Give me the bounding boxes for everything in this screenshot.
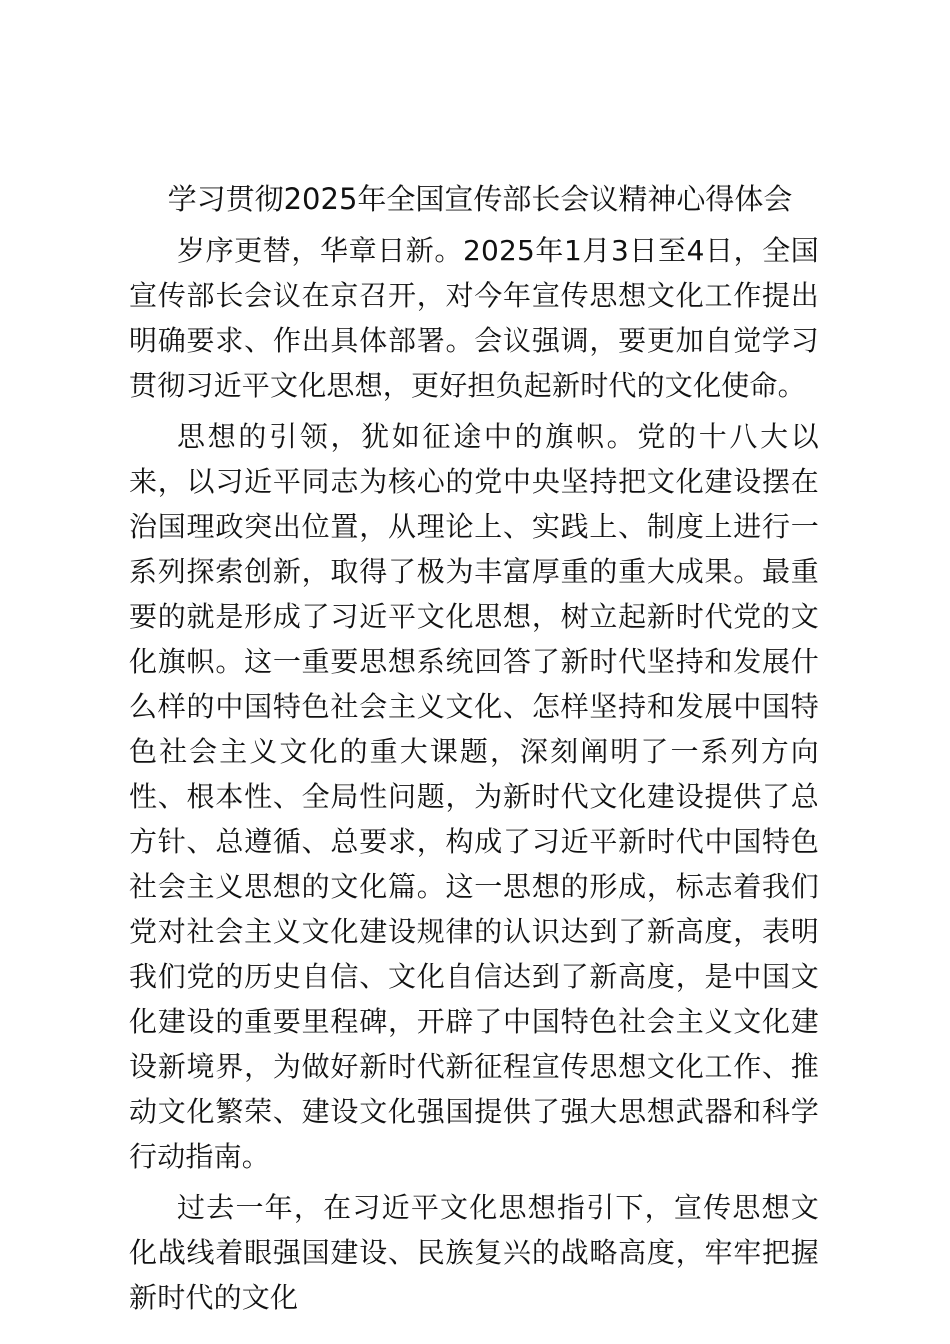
paragraph-1: 岁序更替，华章日新。2025年1月3日至4日，全国宣传部长会议在京召开，对今年宣传思想文化工作提出明确要求、作出具体部署。会议强调，要更加自觉学习贯彻习近平文化思想，更好担负起新时代的文化使命。 bbox=[129, 234, 819, 402]
paragraph-2: 思想的引领，犹如征途中的旗帜。党的十八大以来，以习近平同志为核心的党中央坚持把文化建设摆在治国理政突出位置，从理论上、实践上、制度上进行一系列探索创新，取得了极为丰富厚重的重大成果。最重要的就是形成了习近平文化思想，树立起新时代党的文化旗帜。这一重要思想系统回答了新时代坚持和发展什么样的中国特色社会主义文化、怎样坚持和发展中国特色社会主义文化的重大课题，深刻阐明了一系列方向性、根本性、全局性问题，为新时代文化建设提供了总方针、总遵循、总要求，构成了习近平新时代中国特色社会主义思想的文化篇。这一思想的形成，标志着我们党对社会主义文化建设规律的认识达到了新高度，表明我们党的历史自信、文化自信达到了新高度，是中国文化建设的重要里程碑，开辟了中国特色社会主义文化建设新境界，为做好新时代新征程宣传思想文化工作、推动文化繁荣、建设文化强国提供了强大思想武器和科学行动指南。 bbox=[129, 420, 819, 1173]
paragraph-3: 过去一年，在习近平文化思想指引下，宣传思想文化战线着眼强国建设、民族复兴的战略高度，牢牢把握新时代的文化 bbox=[129, 1191, 819, 1314]
document-body bbox=[129, 228, 819, 1326]
document-title: 学习贯彻2025年全国宣传部长会议精神心得体会 bbox=[167, 182, 793, 216]
